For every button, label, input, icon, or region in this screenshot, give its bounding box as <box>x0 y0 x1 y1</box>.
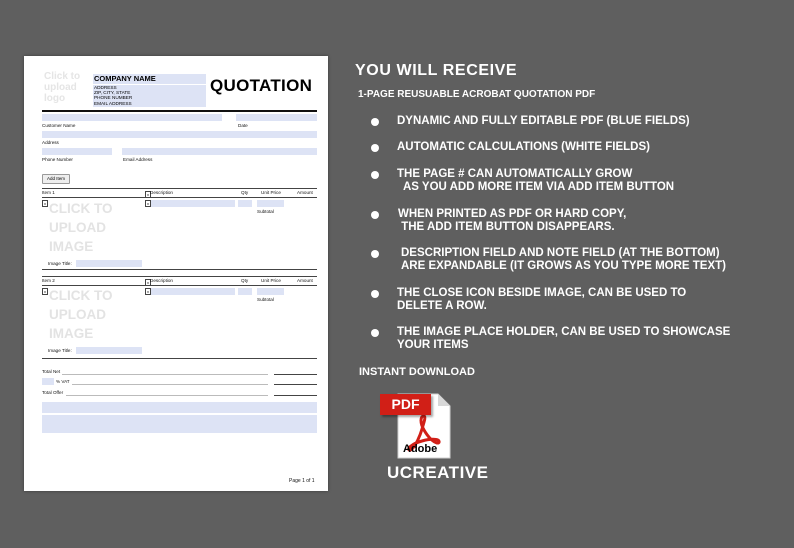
note-field-1[interactable] <box>42 402 317 413</box>
date-label: Date <box>238 123 248 128</box>
item1-bottom-rule <box>42 269 317 270</box>
item1-image-placeholder[interactable] <box>49 199 113 256</box>
address-line: ADDRESS <box>94 85 117 90</box>
logo-placeholder[interactable]: Click to upload logo <box>44 71 81 104</box>
item1-close-icon[interactable]: x <box>44 201 46 206</box>
item2-close-icon[interactable]: x <box>44 289 46 294</box>
customer-name-label: Customer Name <box>42 123 76 128</box>
item2-image-title-field[interactable] <box>76 347 142 354</box>
address-label: Address <box>42 140 59 145</box>
item1-toggle[interactable]: x <box>147 192 149 197</box>
total-offer-value <box>274 395 317 396</box>
image-placeholder-line: UPLOAD <box>49 307 106 322</box>
adobe-label: Adobe <box>403 443 438 455</box>
add-item-button[interactable]: Add Item <box>42 174 70 184</box>
bullet-dot-icon <box>371 171 379 179</box>
phone-line: PHONE NUMBER <box>94 95 133 101</box>
bullet-dot-icon <box>371 290 379 298</box>
company-name-field[interactable]: COMPANY NAME <box>93 74 206 84</box>
brand-name: UCREATIVE <box>387 463 489 482</box>
item2-image-title-label: Image Title: <box>48 348 72 353</box>
info-subheading: 1-PAGE REUSUABLE ACROBAT QUOTATION PDF <box>358 89 596 100</box>
item1-unit-price-field[interactable] <box>257 200 284 207</box>
page: Click to upload logo COMPANY NAME ADDRESS ZIP, CITY, STATE PHONE NUMBER EMAIL ADDRESS QUOTATION Customer Name Date Address Phone Number Email Address Add Item Item 1 x Description Qty Unit Price Amount x x Subtotal CLICK TO UPLOAD IMAGE Image Title: Item 2 x Description Qty Unit Price Amount x x Subtotal CLICK TO UPLOAD IMAGE Image Title: Total Net % VAT Total Offer Page 1 of 1 YOU WILL RECEIVE 1-PAGE REUSUABLE ACROBAT QUOTATION PDF DYNAMIC AND FULLY EDITABLE PDF (BLUE FIELDS) AUTOMATIC CALCULATIONS (WHITE FIELDS) THE PAGE # CAN AUTOMATICALLY GROW AS YOU ADD MORE ITEM VIA ADD ITEM BUTTON WHEN PRINTED AS PDF OR HARD COPY, THE ADD ITEM BUTTON DISAPPEARS. DESCRIPTION FIELD AND NOTE FIELD (AT THE BOTTOM) ARE EXPANDABLE (IT GROWS AS YOU TYPE MORE TEXT) THE CLOSE ICON BESIDE IMAGE, CAN BE USED TO DELETE A ROW. THE IMAGE PLACE HOLDER, CAN BE USED TO SHOWCASE YOUR ITEMS INSTANT DOWNLOAD PDF Adobe UCREATIVE <box>0 0 794 548</box>
quotation-document <box>24 56 328 491</box>
image-placeholder-line: CLICK TO <box>49 288 113 303</box>
instant-download-label: INSTANT DOWNLOAD <box>359 366 475 378</box>
total-net-leader <box>62 374 268 375</box>
document-title: QUOTATION <box>210 76 313 95</box>
pdf-badge: PDF <box>380 394 431 415</box>
vat-label: % VAT <box>56 379 70 384</box>
header-divider <box>42 110 317 112</box>
item2-toggle[interactable]: x <box>147 280 149 285</box>
item2-description-field[interactable] <box>151 288 235 295</box>
phone-field[interactable] <box>42 148 112 155</box>
item2-label: Item 2 <box>42 278 55 283</box>
item1-qty-field[interactable] <box>238 200 252 207</box>
customer-name-field[interactable] <box>42 114 222 121</box>
image-placeholder-line: IMAGE <box>49 326 94 341</box>
phone-label: Phone Number <box>42 157 73 162</box>
item1-header-rule <box>42 197 317 198</box>
page-number: Page 1 of 1 <box>289 478 315 484</box>
item1-image-title-field[interactable] <box>76 260 142 267</box>
image-placeholder-line: UPLOAD <box>49 220 106 235</box>
vat-leader <box>72 384 268 385</box>
email-field[interactable] <box>122 148 317 155</box>
item1-description-field[interactable] <box>151 200 235 207</box>
item1-amount-header: Amount <box>297 190 313 195</box>
item2-image-placeholder[interactable] <box>49 286 113 343</box>
email-label: Email Address <box>123 157 153 162</box>
item1-qty-header: Qty <box>241 190 249 195</box>
vat-rate-field[interactable] <box>42 378 54 385</box>
total-offer-label: Total Offer <box>42 390 64 395</box>
item1-label: Item 1 <box>42 190 55 195</box>
item2-qty-field[interactable] <box>238 288 252 295</box>
item2-amount-header: Amount <box>297 278 313 283</box>
bullet-dot-icon <box>371 250 379 258</box>
vat-value <box>274 384 317 385</box>
item2-bottom-rule <box>42 358 317 359</box>
image-placeholder-line: CLICK TO <box>49 201 113 216</box>
total-net-label: Total Net <box>42 369 61 374</box>
bullet-dot-icon <box>371 211 379 219</box>
item1-row-toggle[interactable]: x <box>147 201 149 206</box>
item2-qty-header: Qty <box>241 278 249 283</box>
item1-unit-price-header: Unit Price <box>261 190 281 195</box>
date-field[interactable] <box>236 114 317 121</box>
item1-description-header: Description <box>150 190 173 195</box>
item2-subtotal-label: Subtotal <box>257 297 274 302</box>
item2-unit-price-field[interactable] <box>257 288 284 295</box>
company-address-field[interactable] <box>93 85 206 107</box>
bullet-dot-icon <box>371 144 379 152</box>
item1-top-rule <box>42 188 317 189</box>
info-heading: YOU WILL RECEIVE <box>355 62 518 79</box>
item1-subtotal-label: Subtotal <box>257 209 274 214</box>
item1-image-title-label: Image Title: <box>48 261 72 266</box>
item2-top-rule <box>42 276 317 277</box>
zip-city-state-line: ZIP, CITY, STATE <box>94 90 131 96</box>
bullet-dot-icon <box>371 118 379 126</box>
email-line: EMAIL ADDRESS <box>94 100 132 106</box>
total-offer-leader <box>66 395 268 396</box>
note-field-2[interactable] <box>42 415 317 433</box>
item2-description-header: Description <box>150 278 173 283</box>
item2-row-toggle[interactable]: x <box>147 289 149 294</box>
address-field[interactable] <box>42 131 317 138</box>
pdf-file-icon <box>380 390 452 460</box>
image-placeholder-line: IMAGE <box>49 239 94 254</box>
bullet-dot-icon <box>371 329 379 337</box>
item2-unit-price-header: Unit Price <box>261 278 281 283</box>
total-net-value <box>274 374 317 375</box>
